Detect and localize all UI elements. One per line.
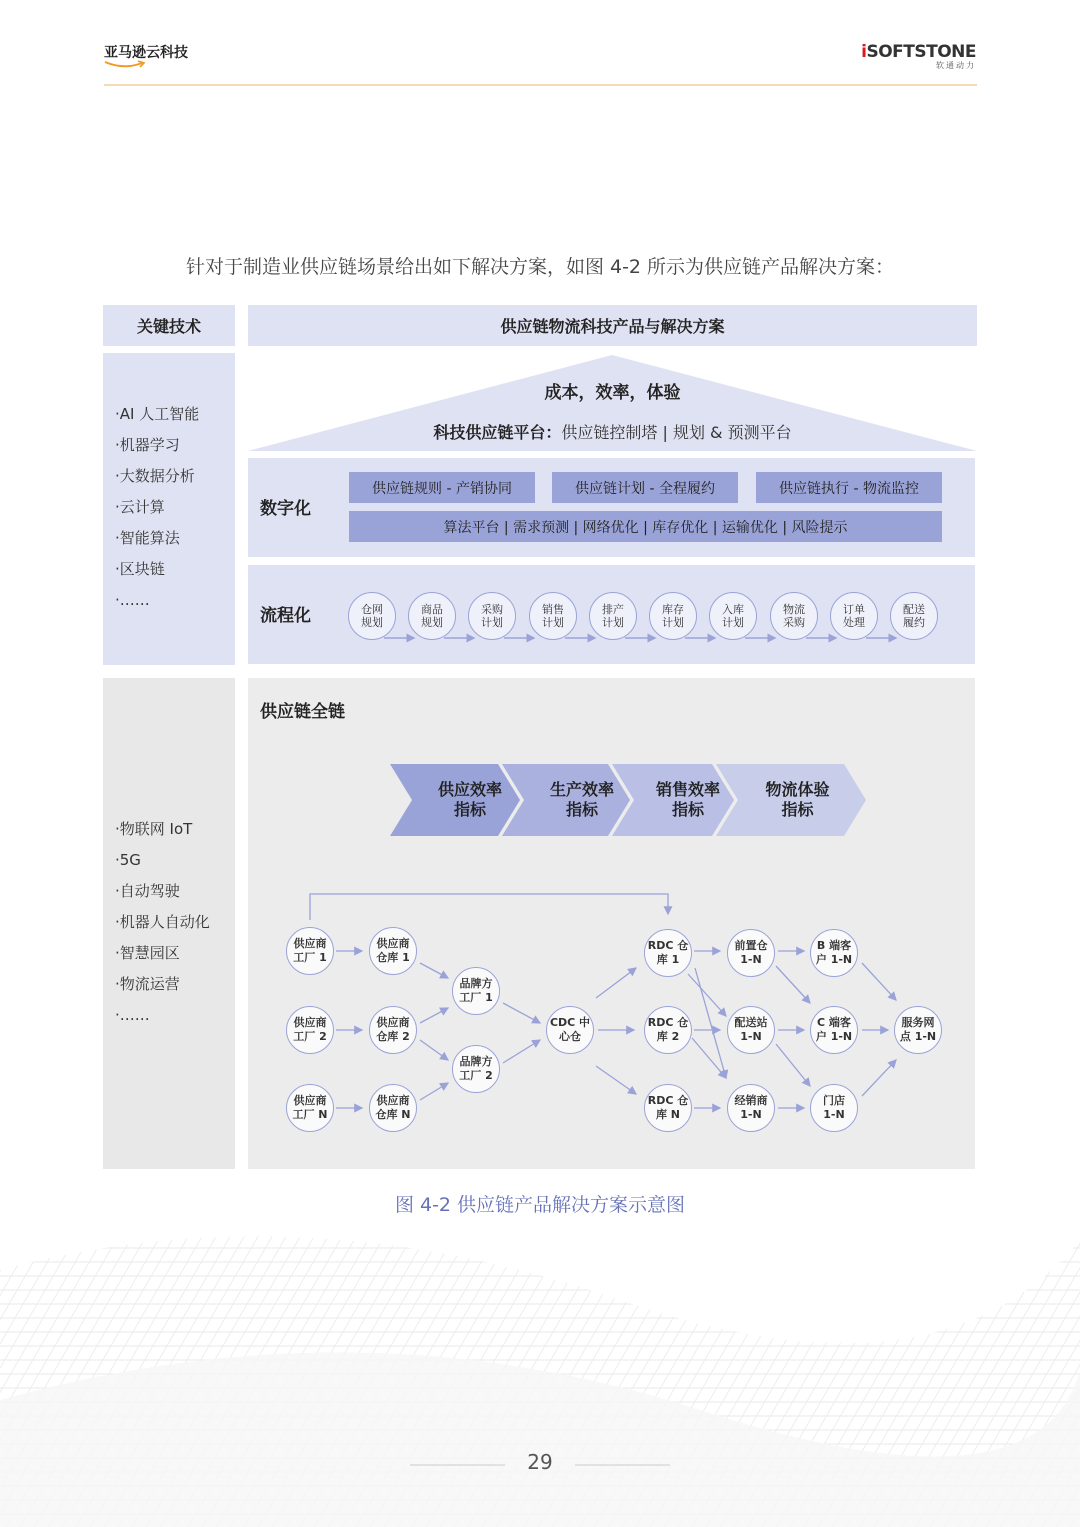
amazon-smile-icon [104,60,148,70]
key-tech-item: ·机器人自动化 [115,913,210,931]
roof-platform-text [248,420,977,443]
key-tech-item: ·物联网 IoT [115,820,193,838]
node-dealer: 经销商 1-N [727,1084,775,1132]
key-tech-item: ·云计算 [115,498,165,516]
figure-caption: 图 4-2 供应链产品解决方案示意图 [394,1194,686,1216]
process-step-inbound-plan: 入库 计划 [709,592,757,640]
node-brand-factory-1: 品牌方 工厂 1 [452,967,500,1015]
amazon-brand-text: 亚马逊云科技 [104,45,188,61]
intro-text: 针对于制造业供应链场景给出如下解决方案，如图 4-2 所示为供应链产品解决方案： [185,256,895,278]
key-tech-item: ·智慧园区 [115,944,180,962]
process-step-product-planning: 商品 规划 [408,592,456,640]
page-number: 29 [527,1450,553,1474]
key-tech-item: ·…… [115,1006,150,1024]
roof-goal-text: 成本，效率，体验 [544,383,681,403]
softstone-brand-text: SOFTSTONE [866,42,976,62]
process-row [248,565,975,664]
node-supplier-warehouse-n: 供应商 仓库 N [369,1084,417,1132]
header-divider [104,84,977,86]
digital-pill-rules: 供应链规则 - 产销协同 [349,472,535,503]
node-rdc-1: RDC 仓 库 1 [644,929,692,977]
metric-sales-efficiency: 销售效率 指标 [655,780,720,819]
roof-platform-label: 科技供应链平台： [433,423,562,442]
node-rdc-2: RDC 仓 库 2 [644,1006,692,1054]
node-supplier-warehouse-1: 供应商 仓库 1 [369,927,417,975]
key-tech-lower-panel [103,678,235,1169]
amazon-logo [104,42,188,62]
key-tech-item: ·物流运营 [115,975,180,993]
node-rdc-n: RDC 仓 库 N [644,1084,692,1132]
process-step-warehouse-network: 仓网 规划 [348,592,396,640]
softstone-brand-mark: i [861,42,867,62]
solution-title: 供应链物流科技产品与解决方案 [248,305,977,346]
process-step-sales-plan: 销售 计划 [529,592,577,640]
key-tech-upper-list [115,399,199,616]
process-step-delivery: 配送 履约 [890,592,938,640]
process-label: 流程化 [260,606,311,626]
key-tech-title: 关键技术 [103,305,235,346]
metric-logistics-experience: 物流体验 指标 [765,780,830,819]
key-tech-item: ·智能算法 [115,529,180,547]
node-service-point: 服务网 点 1-N [894,1006,942,1054]
process-step-purchase-plan: 采购 计划 [468,592,516,640]
node-c-customer: C 端客 户 1-N [810,1006,858,1054]
process-step-inventory-plan: 库存 计划 [649,592,697,640]
key-tech-item: ·…… [115,591,150,609]
algorithm-platform-bar: 算法平台 | 需求预测 | 网络优化 | 库存优化 | 运输优化 | 风险提示 [349,511,942,542]
node-forward-warehouse: 前置仓 1-N [727,929,775,977]
node-b-customer: B 端客 户 1-N [810,929,858,977]
key-tech-upper-panel [103,353,235,665]
node-supplier-factory-2: 供应商 工厂 2 [286,1006,334,1054]
supply-network-edges [248,678,975,1169]
roof-platform-detail: 供应链控制塔 | 规划 & 预测平台 [561,423,792,442]
key-tech-item: ·大数据分析 [115,467,195,485]
node-store: 门店 1-N [810,1084,858,1132]
softstone-brand [861,42,976,62]
node-cdc: CDC 中 心仓 [546,1006,594,1054]
digital-label: 数字化 [260,499,311,519]
key-tech-item: ·区块链 [115,560,165,578]
node-brand-factory-2: 品牌方 工厂 2 [452,1045,500,1093]
digital-pill-execution: 供应链执行 - 物流监控 [756,472,942,503]
node-supplier-factory-1: 供应商 工厂 1 [286,927,334,975]
node-delivery-station: 配送站 1-N [727,1006,775,1054]
process-step-production-plan: 排产 计划 [589,592,637,640]
key-tech-item: ·机器学习 [115,436,180,454]
digital-row [248,458,975,557]
key-tech-item: ·AI 人工智能 [115,405,200,423]
key-tech-item: ·自动驾驶 [115,882,180,900]
softstone-subtitle: 软通动力 [936,61,976,70]
process-step-logistics-purchase: 物流 采购 [770,592,818,640]
key-tech-lower-list [115,814,210,1031]
metric-supply-efficiency: 供应效率 指标 [437,780,502,819]
process-step-order-processing: 订单 处理 [830,592,878,640]
softstone-logo [861,42,976,71]
digital-pill-plan: 供应链计划 - 全程履约 [552,472,738,503]
node-supplier-warehouse-2: 供应商 仓库 2 [369,1006,417,1054]
node-supplier-factory-n: 供应商 工厂 N [286,1084,334,1132]
key-tech-item: ·5G [115,851,141,869]
metric-production-efficiency: 生产效率 指标 [549,780,614,819]
supply-chain-title: 供应链全链 [260,702,345,722]
